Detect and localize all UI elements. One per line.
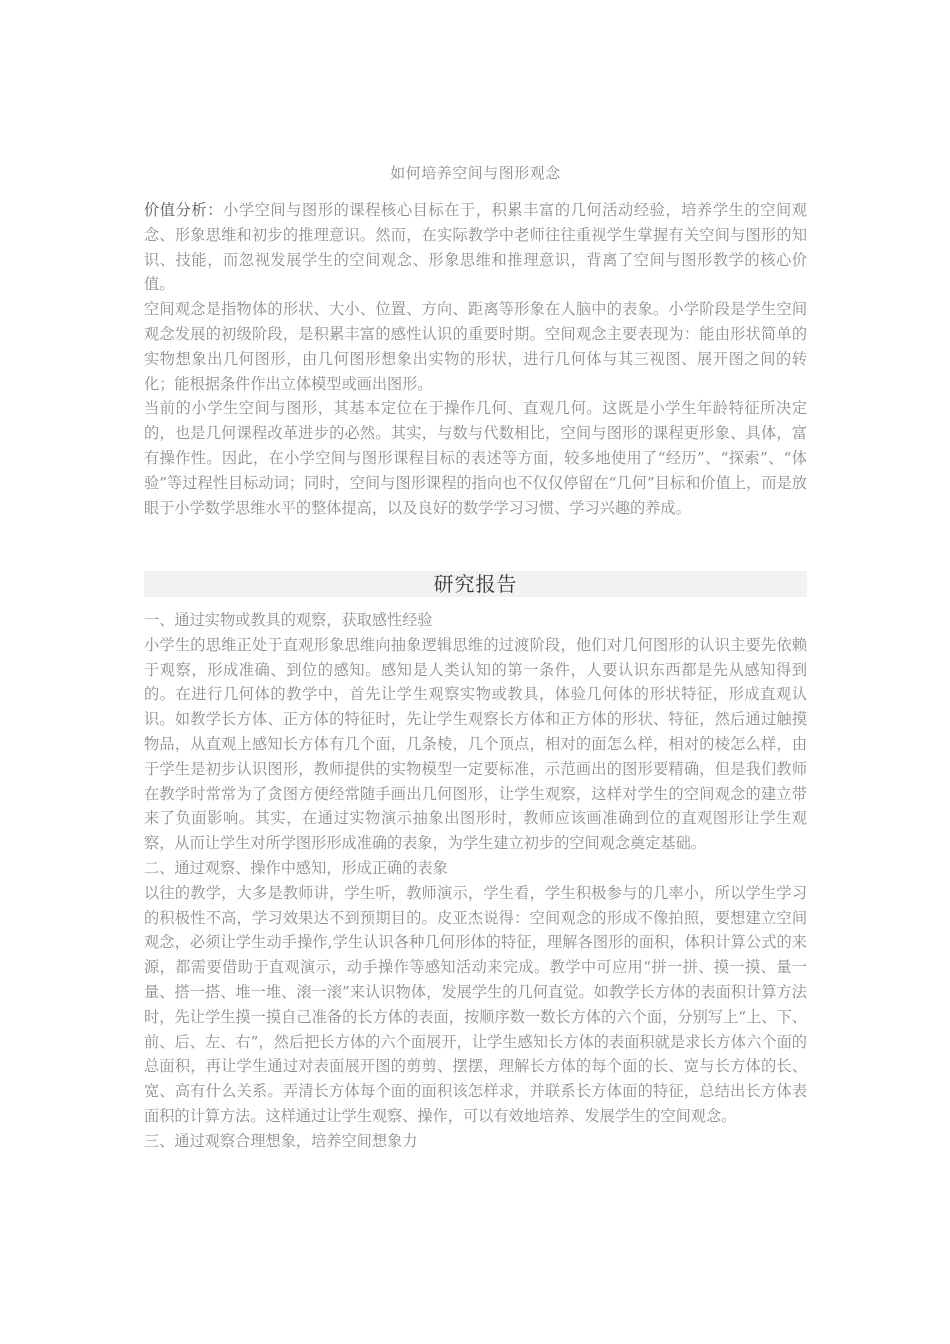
document-title: 如何培养空间与图形观念 (390, 164, 561, 182)
value-analysis-paragraph (144, 198, 807, 297)
intro-paragraph: 空间观念是指物体的形状、大小、位置、方向、距离等形象在人脑中的表象。小学阶段是学生空间观念发展的初级阶段，是积累丰富的感性认识的重要时期。空间观念主要表现为：能由形状简单的实物想象出几何图形，由几何图形想象出实物的形状，进行几何体与其三视图、展开图之间的转化；能根据条件作出立体模型或画出图形。 (144, 300, 807, 393)
report-heading: 一、通过实物或教具的观察，获取感性经验 (144, 611, 433, 629)
report-heading: 三、通过观察合理想象，培养空间想象力 (144, 1131, 418, 1150)
value-analysis-label: 价值分析： (144, 201, 224, 219)
section-heading-bar (144, 571, 807, 597)
report-paragraph: 小学生的思维正处于直观形象思维向抽象逻辑思维的过渡阶段，他们对几何图形的认识主要先依赖于观察，形成准确、到位的感知。感知是人类认知的第一条件，人要认识东西都是先从感知得到的。在进行几何体的教学中，首先让学生观察实物或教具，体验几何体的形状特征，形成直观认识。如教学长方体、正方体的特征时，先让学生观察长方体和正方体的形状、特征，然后通过触摸物品，从直观上感知长方体有几个面，几条棱，几个顶点，相对的面怎么样，相对的棱怎么样，由于学生是初步认识图形，教师提供的实物模型一定要标准，示范画出的图形要精确，但是我们教师在教学时常常为了贪图方便经常随手画出几何图形，让学生观察，这样对学生的空间观念的建立带来了负面影响。其实，在通过实物演示抽象出图形时，教师应该画准确到位的直观图形让学生观察，从而让学生对所学图形形成准确的表象，为学生建立初步的空间观念奠定基础。 (144, 635, 807, 853)
report-heading: 二、通过观察、操作中感知，形成正确的表象 (144, 858, 448, 877)
section-heading: 研究报告 (433, 572, 518, 596)
report-section (144, 608, 807, 1154)
intro-section (144, 198, 807, 520)
value-analysis-text: 小学空间与图形的课程核心目标在于，积累丰富的几何活动经验，培养学生的空间观念、形象思维和初步的推理意识。然而，在实际教学中老师往往重视学生掌握有关空间与图形的知识、技能，而忽视发展学生的空间观念、形象思维和推理意识，背离了空间与图形教学的核心价值。 (144, 201, 808, 294)
report-paragraph: 以往的教学，大多是教师讲，学生听，教师演示，学生看，学生积极参与的几率小，所以学生学习的积极性不高，学习效果达不到预期目的。皮亚杰说得：空间观念的形成不像拍照，要想建立空间观念，必须让学生动手操作,学生认识各种几何形体的特征，理解各图形的面积，体积计算公式的来源，都需要借助于直观演示，动手操作等感知活动来完成。教学中可应用“拼一拼、摸一摸、量一量、搭一搭、堆一堆、滚一滚”来认识物体，发展学生的几何直觉。如教学长方体的表面积计算方法时，先让学生摸一摸自己准备的长方体的表面，按顺序数一数长方体的六个面，分别写上“上、下、前、后、左、右”，然后把长方体的六个面展开，让学生感知长方体的表面积就是求长方体六个面的总面积，再让学生通过对表面展开图的剪剪、摆摆，理解长方体的每个面的长、宽与长方体的长、宽、高有什么关系。弄清长方体每个面的面积该怎样求，并联系长方体面的特征，总结出长方体表面积的计算方法。这样通过让学生观察、操作，可以有效地培养、发展学生的空间观念。 (144, 883, 807, 1125)
intro-paragraph: 当前的小学生空间与图形，其基本定位在于操作几何、直观几何。这既是小学生年龄特征所决定的，也是几何课程改革进步的必然。其实，与数与代数相比，空间与图形的课程更形象、具体，富有操作性。因此，在小学空间与图形课程目标的表述等方面，较多地使用了“经历”、“探索”、“体验”等过程性目标动词；同时，空间与图形课程的指向也不仅仅停留在“几何”目标和价值上，而是放眼于小学数学思维水平的整体提高，以及良好的数学学习习惯、学习兴趣的养成。 (144, 399, 807, 517)
